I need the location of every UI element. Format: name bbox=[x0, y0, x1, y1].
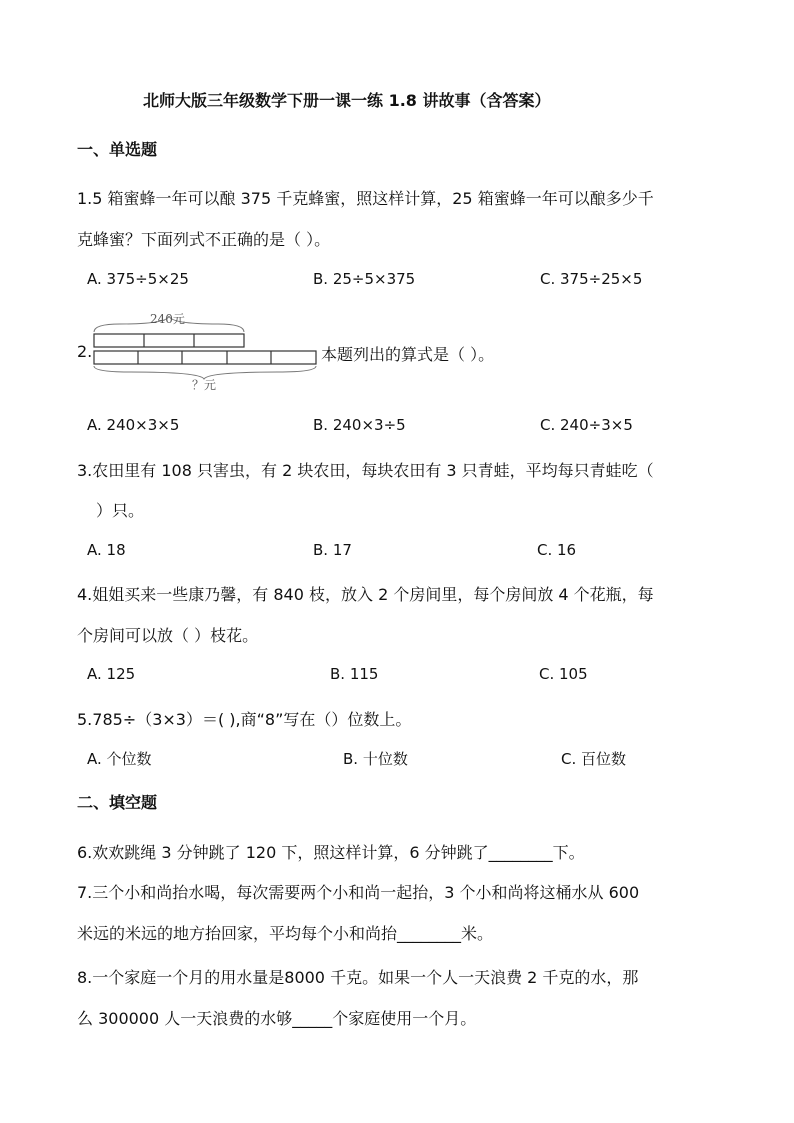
figure-bottom-label: ？元 bbox=[192, 378, 217, 392]
top-bar bbox=[94, 334, 244, 347]
question-4-option-a: A. 125 bbox=[87, 665, 136, 683]
question-6-line-1: 6.欢欢跳绳 3 分钟跳了 120 下，照这样计算，6 分钟跳了________下。 bbox=[77, 843, 585, 862]
question-1-option-a: A. 375÷5×25 bbox=[87, 270, 189, 288]
figure-top-label: 240元 bbox=[150, 312, 185, 326]
question-7-line-1: 7.三个小和尚抬水喝，每次需要两个小和尚一起抬，3 个小和尚将这桶水从 600 bbox=[77, 883, 640, 902]
page-title: 北师大版三年级数学下册一课一练 1.8 讲故事（含答案） bbox=[143, 91, 551, 110]
question-2-option-b: B. 240×3÷5 bbox=[313, 416, 406, 434]
question-3-line-2: ）只。 bbox=[96, 501, 145, 520]
question-8-line-2: 么 300000 人一天浪费的水够_____个家庭使用一个月。 bbox=[77, 1009, 477, 1028]
question-7-line-2: 米远的米远的地方抬回家，平均每个小和尚抬________米。 bbox=[77, 924, 494, 943]
question-2-number: 2. bbox=[77, 342, 93, 361]
question-5-line-1: 5.785÷（3×3）＝( ),商“8”写在（）位数上。 bbox=[77, 710, 412, 729]
question-4-line-1: 4.姐姐买来一些康乃馨，有 840 枝，放入 2 个房间里，每个房间放 4 个花瓶，每 bbox=[77, 585, 654, 604]
section-fill-in: 二、填空题 bbox=[77, 793, 158, 812]
question-3-line-1: 3.农田里有 108 只害虫，有 2 块农田，每块农田有 3 只青蛙，平均每只青蛙吃（ bbox=[77, 461, 654, 480]
question-5-option-b: B. 十位数 bbox=[343, 750, 408, 768]
section-single-choice: 一、单选题 bbox=[77, 140, 158, 159]
question-4-option-c: C. 105 bbox=[539, 665, 588, 683]
question-3-option-b: B. 17 bbox=[313, 541, 352, 559]
question-8-line-1: 8.一个家庭一个月的用水量是8000 千克。如果一个人一天浪费 2 千克的水，那 bbox=[77, 968, 639, 987]
question-1-line-2: 克蜂蜜？下面列式不正确的是（ ）。 bbox=[77, 230, 331, 249]
question-1-option-c: C. 375÷25×5 bbox=[540, 270, 643, 288]
question-4-line-2: 个房间可以放（ ）枝花。 bbox=[77, 626, 259, 645]
question-2-option-c: C. 240÷3×5 bbox=[540, 416, 633, 434]
question-1-option-b: B. 25÷5×375 bbox=[313, 270, 416, 288]
question-2-option-a: A. 240×3×5 bbox=[87, 416, 180, 434]
question-1-line-1: 1.5 箱蜜蜂一年可以酿 375 千克蜂蜜，照这样计算，25 箱蜜蜂一年可以酿多少千 bbox=[77, 189, 654, 208]
question-3-option-c: C. 16 bbox=[537, 541, 577, 559]
question-5-option-c: C. 百位数 bbox=[561, 750, 627, 768]
question-2-text: 本题列出的算式是（ ）。 bbox=[321, 345, 495, 364]
bottom-bar bbox=[94, 351, 316, 364]
question-5-option-a: A. 个位数 bbox=[87, 750, 152, 768]
question-4-option-b: B. 115 bbox=[330, 665, 379, 683]
question-3-option-a: A. 18 bbox=[87, 541, 126, 559]
